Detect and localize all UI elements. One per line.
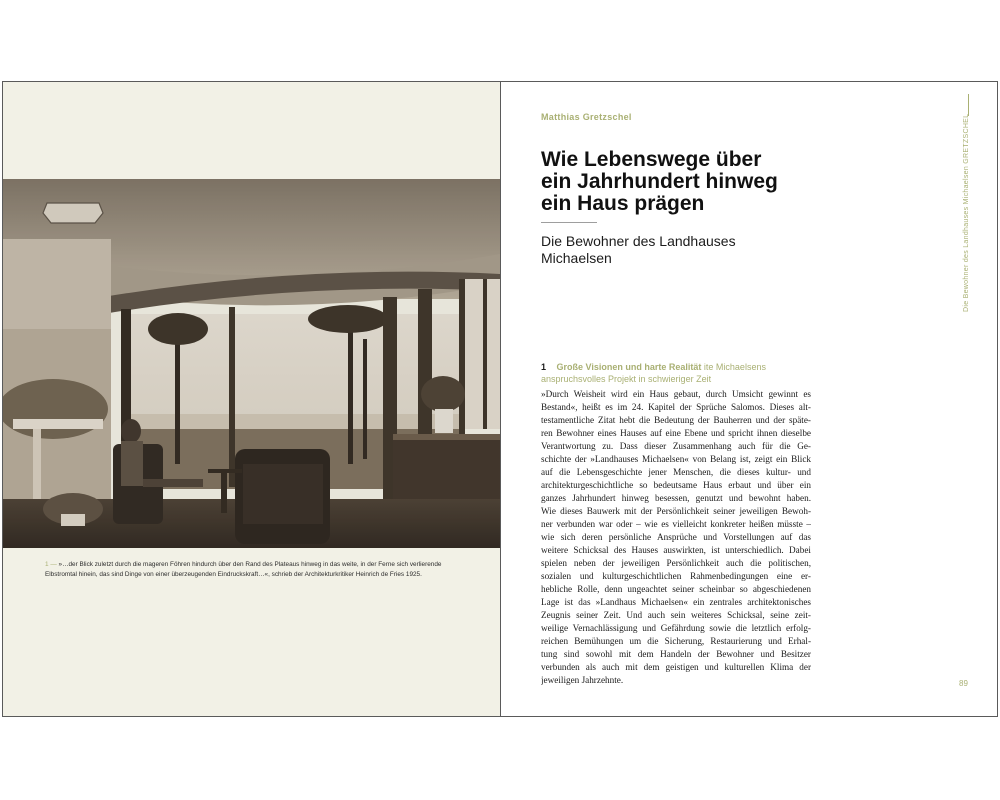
body-line: ganzes Jahrhundert hinweg besessen, genutzt und bewohnt haben. [541, 493, 811, 504]
chapter-subtitle: Die Bewohner des Landhauses Michaelsen [541, 233, 736, 266]
body-line: auf die Lebensgeschichte jener Menschen, die dieses kultur- und [541, 467, 811, 478]
title-rule [541, 222, 597, 223]
body-line: hebliche Rolle, denn ungeachtet seiner scheinbar so abgeschiedenen [541, 584, 811, 595]
section-lead: ite Michaelsens anspruchsvolles Projekt in schwieriger Zeit [541, 362, 766, 384]
body-line: schichte der »Landhauses Michaelsen« von Belang ist, zeigt ein Blick [541, 454, 811, 465]
page-number: 89 [959, 679, 968, 688]
body-line: Verantwortung zu. Dass dieser Zusammenhang auch für die Ge- [541, 441, 811, 452]
section-number: 1 [541, 362, 547, 372]
body-line: sozialen und kulturgeschichtlichen Rahmenbedingungen eine er- [541, 571, 811, 582]
body-line: Lage ist das »Landhaus Michaelsen« ein zentrales architektonisches [541, 597, 811, 608]
title-line: Wie Lebenswege über [541, 148, 762, 171]
section-heading [541, 362, 831, 385]
body-line: Bestand«, heißt es im 24. Kapitel der Sprüche Salomos. Dieses alt- [541, 402, 811, 413]
body-line: spielen neben der jeweiligen Persönlichkeit auch die politischen, [541, 558, 811, 569]
body-line: ren Bewohner eines Hauses auf eine Ebene und spricht ihnen dieselbe [541, 428, 811, 439]
section-title: Große Visionen und harte Realität [556, 362, 702, 372]
title-line: ein Jahrhundert hinweg [541, 170, 778, 193]
book-spread [2, 81, 998, 717]
left-page [3, 82, 500, 716]
chapter-title [541, 149, 841, 215]
running-head [963, 113, 973, 322]
author-name: Matthias Gretzschel [541, 112, 632, 122]
body-line: testamentliche Zitat hebt die Bedeutung der Bauherren und der späte- [541, 415, 811, 426]
body-line: verbunden als auch mit dem geistigen und kulturellen Klima der [541, 662, 811, 673]
body-line: »Durch Weisheit wird ein Haus gebaut, durch Umsicht gewinnt es [541, 389, 811, 399]
sepia-interior-photo-icon [3, 179, 500, 548]
body-line: Wie dieses Bauwerk mit der Persönlichkeit seiner jeweiligen Bewoh- [541, 506, 811, 517]
body-line: Zeugnis seiner Zeit. Und auch sein weiteres Schicksal, seine zeit- [541, 610, 811, 621]
body-line: architekturgeschichtliche so bedeutsame Haus erbaut und über ein [541, 480, 811, 491]
caption-number: 1 — [45, 561, 57, 568]
body-line: reichen Bemühungen um die Sicherung, Restaurierung und Erhal- [541, 636, 811, 647]
body-line: weilige Vernachlässigung und Gefährdung sowie die letztlich erfolg- [541, 623, 811, 634]
body-line: jeweiligen Jahrzehnte. [541, 675, 624, 686]
body-line: weitere Schicksal des Hauses auswirkten, ist unterschiedlich. Dabei [541, 545, 811, 556]
body-text [541, 388, 811, 687]
title-line: ein Haus prägen [541, 192, 705, 215]
caption-text: »…der Blick zuletzt durch die mageren Föhren hindurch über den Rand des Plateaus hinweg in das weite, in der Ferne sich verlierende Elbstromtal hinein, das sind Dinge von einer überzeugenden Eindruckskraft…«, schrieb der Architekturkritiker Heinrich de Fries 1925. [45, 561, 442, 579]
running-head-text: Die Bewohner des Landhauses Michaelsen GRETZSCHEL [963, 113, 970, 312]
body-line: wie sich deren persönliche Ansprüche und Vorstellungen auf das [541, 532, 811, 543]
body-line: tung sind sowohl mit dem Handeln der Bewohner und Besitzer [541, 649, 811, 660]
body-line: ner verbunden war oder – wie es vielleicht konkreter heißen müsste – [541, 519, 811, 530]
photo-caption [45, 560, 445, 581]
interior-photo [3, 179, 500, 548]
right-page [501, 82, 997, 716]
